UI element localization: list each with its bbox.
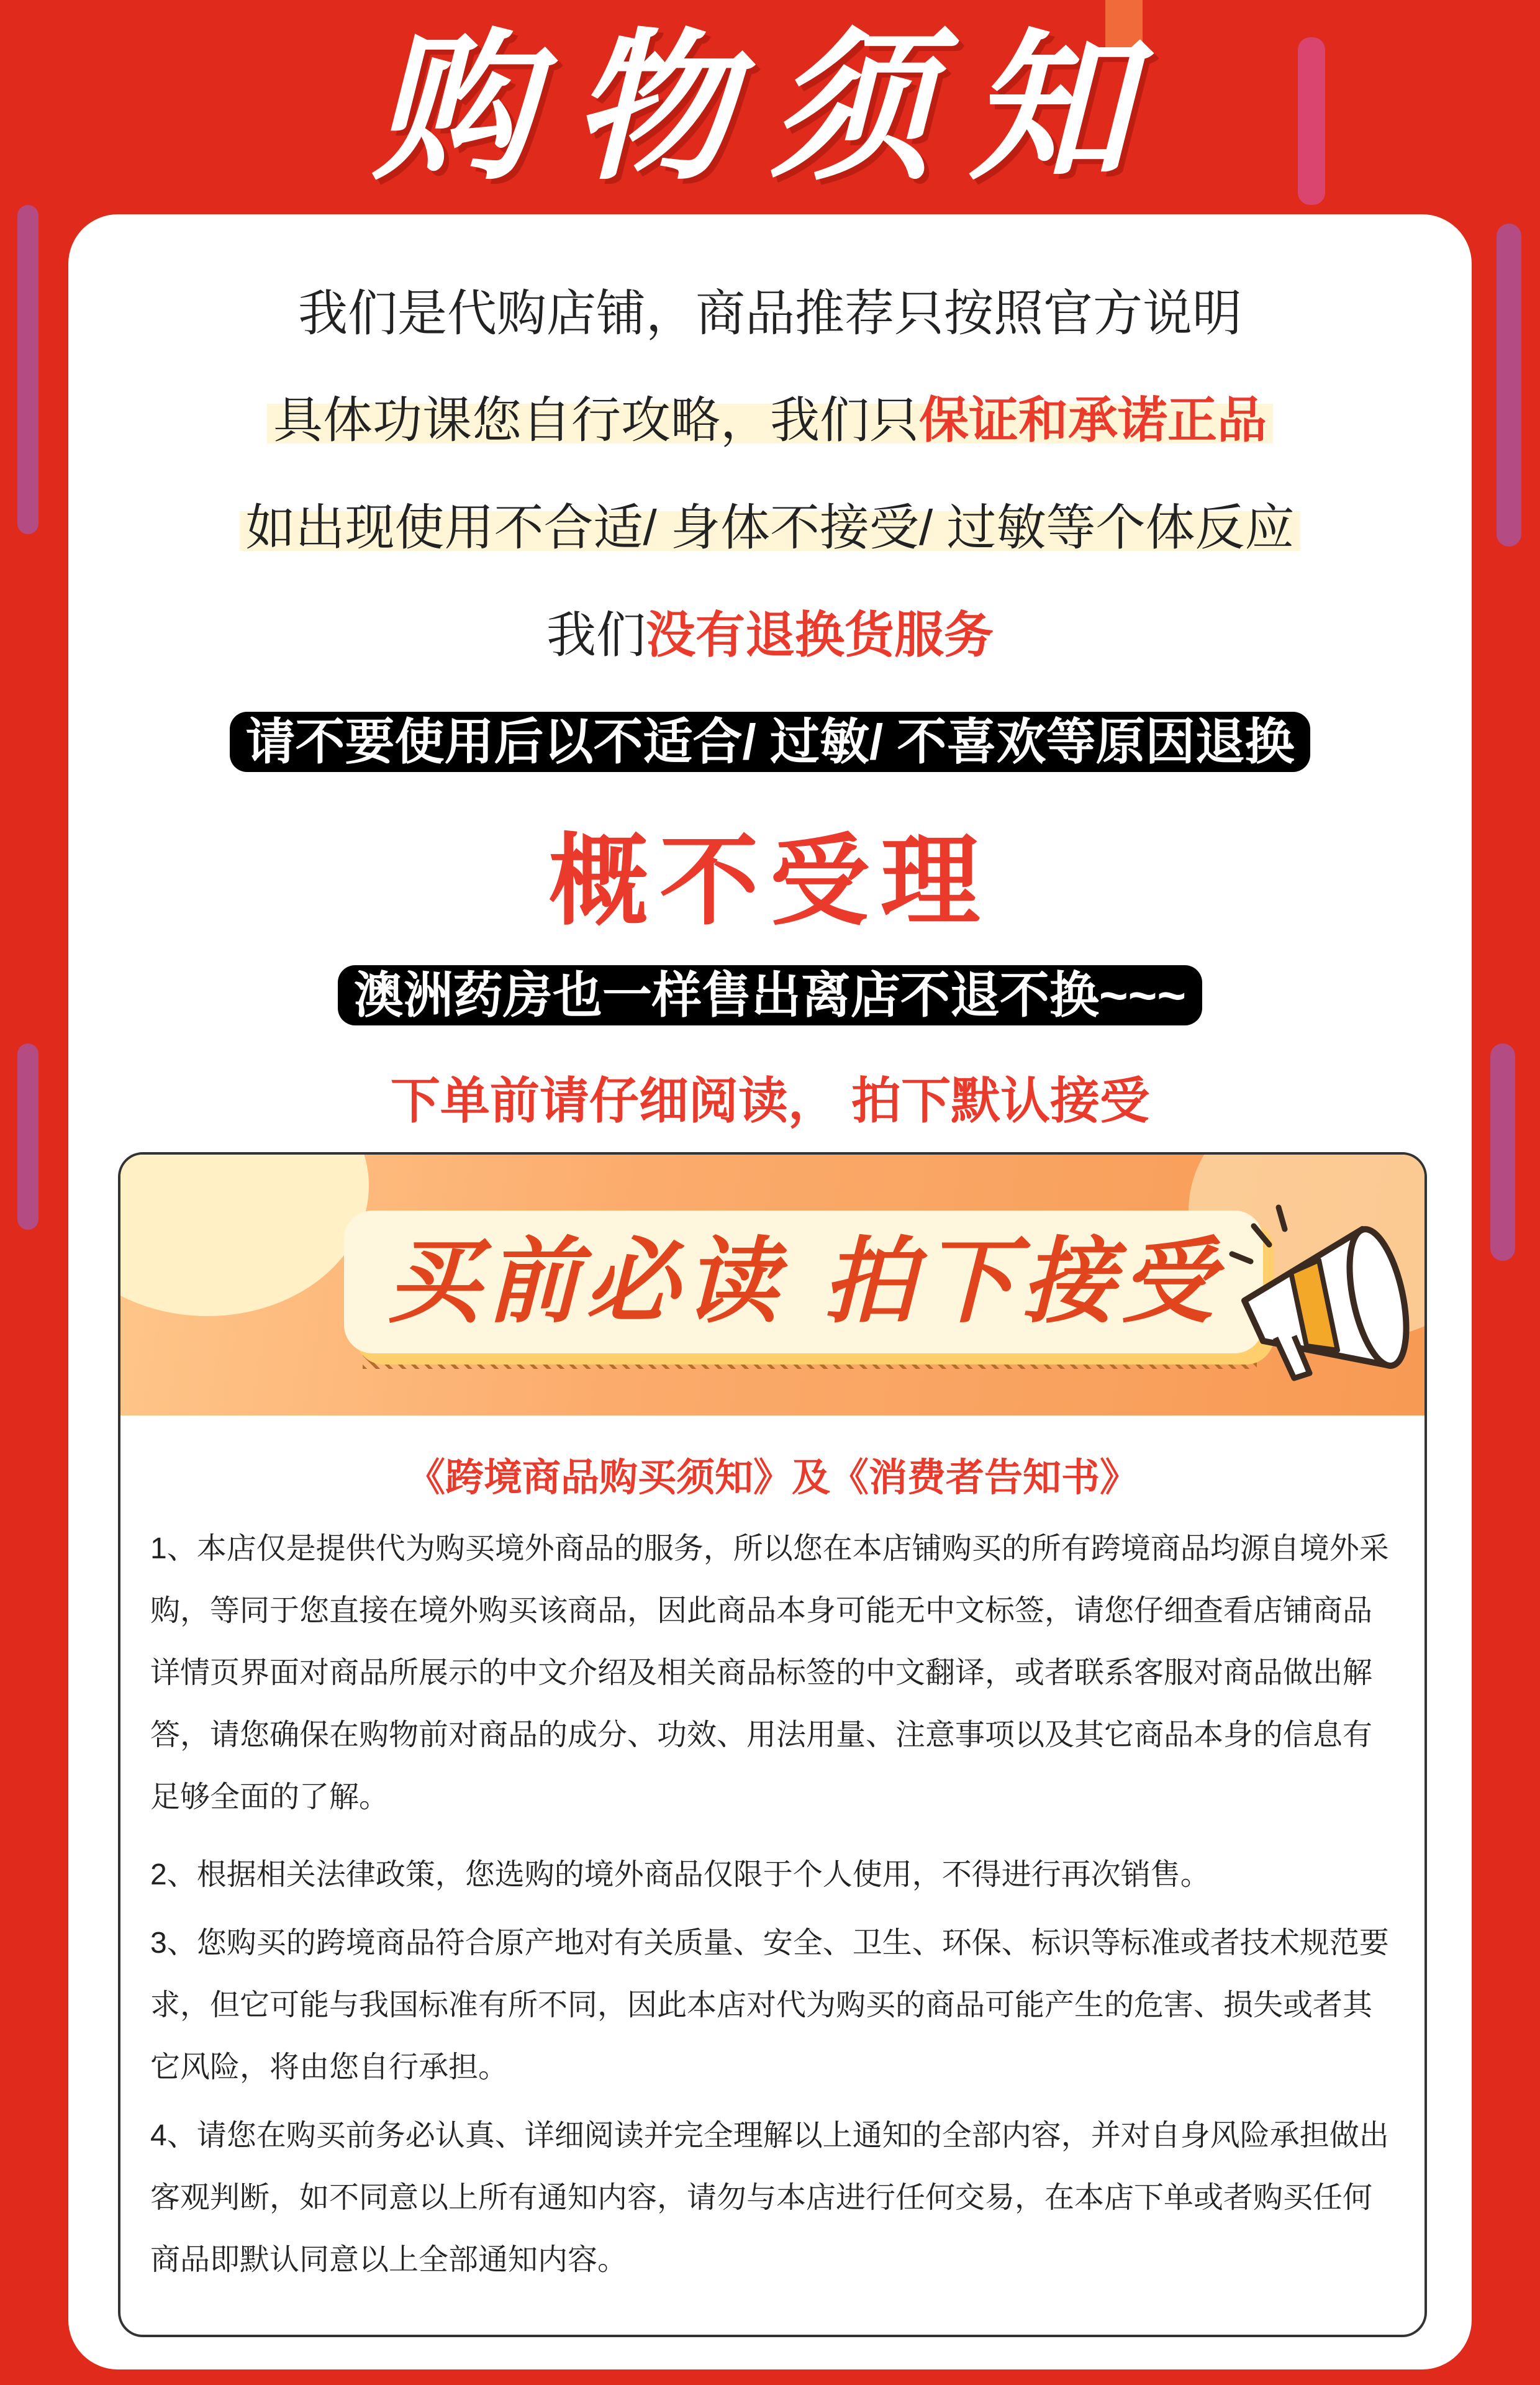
notice-paragraph-1-line: 1、本店仅是提供代为购买境外商品的服务，所以您在本店铺购买的所有跨境商品均源自境外采 (150, 1532, 1389, 1565)
notice-paragraph-1-line: 答，请您确保在购物前对商品的成分、功效、用法用量、注意事项以及其它商品本身的信息有 (150, 1719, 1373, 1751)
banner-blob-left (118, 1152, 369, 1316)
card-line-8: 下单前请仔细阅读， 拍下默认接受 (390, 1073, 1150, 1129)
card-line-2-highlight (267, 393, 1273, 448)
page-title: 购物须知 (373, 15, 1167, 202)
card-line-2 (0, 380, 1540, 452)
notice-paragraph-4 (150, 2105, 1398, 2291)
card-line-3-text: 如出现使用不合适/ 身体不接受/ 过敏等个体反应 (240, 500, 1301, 555)
megaphone-icon (1220, 1192, 1424, 1397)
notice-paragraph-3-line: 它风险，将由您自行承担。 (150, 2051, 509, 2084)
card-line-7-text: 澳洲药房也一样售出离店不退不换~~~ (338, 965, 1202, 1025)
megaphone-spark-1 (1254, 1226, 1269, 1245)
banner-badge-text: 买前必读 拍下接受 (386, 1228, 1221, 1336)
card-line-7 (0, 955, 1540, 1027)
card-line-1-text: 我们是代购店铺，商品推荐只按照官方说明 (298, 286, 1242, 341)
notice-paragraph-1-line: 足够全面的了解。 (150, 1781, 389, 1814)
megaphone-spark-2 (1232, 1254, 1251, 1261)
card-line-3 (0, 488, 1540, 559)
notice-paragraph-4-line: 4、请您在购买前务必认真、详细阅读并完全理解以上通知的全部内容，并对自身风险承担做出 (150, 2119, 1389, 2152)
notice-paragraph-3-line: 3、您购买的跨境商品符合原产地对有关质量、安全、卫生、环保、标识等标准或者技术规范要 (150, 1927, 1389, 1960)
notice-title: 《跨境商品购买须知》及《消费者告知书》 (406, 1455, 1138, 1500)
card-line-4 (0, 595, 1540, 666)
card-line-2-text: 具体功课您自行攻略，我们只 (273, 393, 919, 448)
notice-banner (120, 1155, 1424, 1415)
notice-paragraph-2-line: 2、根据相关法律政策，您选购的境外商品仅限于个人使用，不得进行再次销售。 (150, 1858, 1210, 1891)
bg-stripe-left-top (17, 205, 38, 534)
megaphone-spark-3 (1279, 1207, 1285, 1229)
notice-paragraph-4-line: 客观判断，如不同意以上所有通知内容，请勿与本店进行任何交易，在本店下单或者购买任何 (150, 2181, 1373, 2214)
banner-badge (344, 1211, 1263, 1353)
card-line-2-red: 保证和承诺正品 (919, 393, 1267, 448)
card-line-5-text: 请不要使用后以不适合/ 过敏/ 不喜欢等原因退换 (230, 712, 1311, 772)
notice-paragraph-3-line: 求，但它可能与我国标准有所不同，因此本店对代为购买的商品可能产生的危害、损失或者其 (150, 1989, 1373, 2022)
card-line-4-red: 没有退换货服务 (646, 607, 994, 663)
card-line-5 (0, 702, 1540, 773)
notice-paragraph-1 (150, 1518, 1398, 1828)
notice-paragraph-4-line: 商品即默认同意以上全部通知内容。 (150, 2243, 628, 2276)
notice-paragraph-1-line: 购，等同于您直接在境外购买该商品，因此商品本身可能无中文标签，请您仔细查看店铺商品 (150, 1594, 1373, 1627)
card-line-1 (0, 273, 1540, 345)
notice-paragraph-2 (150, 1844, 1398, 1906)
card-line-6: 概不受理 (548, 825, 991, 937)
card-line-4-text: 我们 (546, 607, 646, 663)
notice-box (118, 1152, 1427, 2337)
notice-paragraph-1-line: 详情页界面对商品所展示的中文介绍及相关商品标签的中文翻译，或者联系客服对商品做出解 (150, 1656, 1373, 1689)
notice-paragraph-3 (150, 1912, 1398, 2099)
